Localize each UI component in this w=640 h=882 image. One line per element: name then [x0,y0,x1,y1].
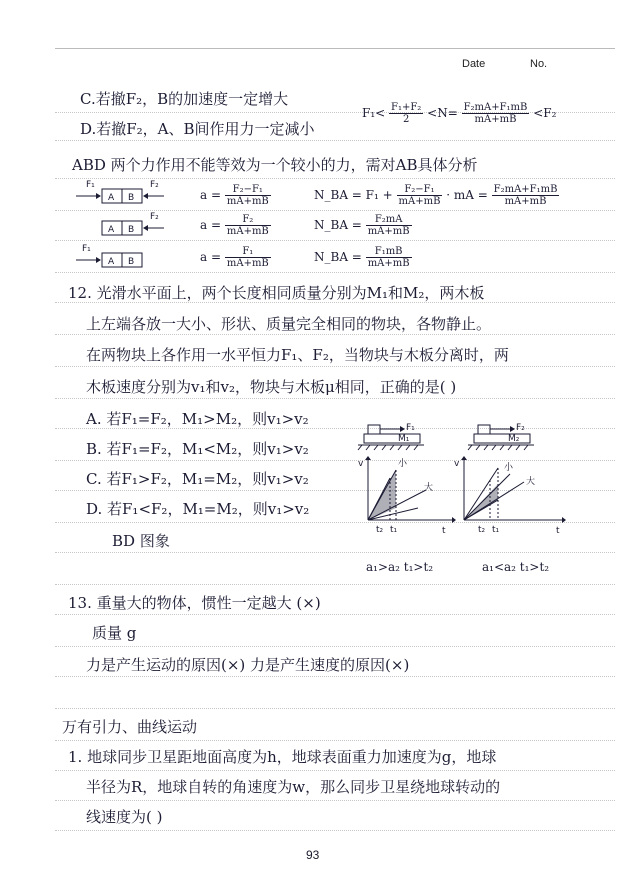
abd-analysis: ABD 两个力作用不能等效为一个较小的力，需对AB具体分析 [72,156,478,174]
q12-option-c: C. 若F₁>F₂，M₁=M₂，则v₁>v₂ [86,470,309,488]
block-a-label: A [108,193,115,203]
board-f2-label: F₂ [516,423,525,433]
plot1-t2-label: t₂ [376,525,384,535]
header-rule [55,48,615,49]
option-c-text: C.若撤F₂，B的加速度一定增大 [80,90,289,108]
svg-text:B: B [128,257,135,267]
block-b-label: B [128,193,135,203]
option-d-text: D.若撤F₂，A、B间作用力一定减小 [80,120,315,138]
plot2-t-label: t [556,526,560,536]
q1-line2: 半径为R，地球自转的角速度为w，那么同步卫星绕地球转动的 [86,778,501,796]
q12-line2: 上左端各放一大小、形状、质量完全相同的物块，各物静止。 [86,315,492,333]
svg-text:A: A [108,225,115,235]
page-number: 93 [306,848,320,862]
plot2-t2-label: t₂ [478,525,486,535]
q12-line4: 木板速度分别为v₁和v₂，物块与木板μ相同，正确的是( ) [86,378,457,396]
case3-diagram [74,242,170,276]
no-label: No. [530,58,548,70]
plot2-t1-label: t₁ [492,525,500,535]
board-m1-label: M₁ [398,434,410,444]
case1-normal-force: N_BA = F₁ + $\frac{\text{F₂−F₁}}{mA+mB}$ · mA = $\frac{\text{F₂mA+F₁mB}}{mA+mB}$ [314,184,558,207]
section-title: 万有引力、曲线运动 [62,718,198,736]
board-diagram-left [356,420,426,456]
q12-line3: 在两物块上各作用一水平恒力F₁、F₂，当物块与木板分离时，两 [86,346,509,364]
q12-option-a: A. 若F₁=F₂，M₁>M₂，则v₁>v₂ [86,410,309,428]
case1-diagram [74,178,170,212]
case1-f2-label: F₂ [150,180,159,190]
range-inequality: F₁< $\frac{\text{F₁+F₂}}{2}$ <N= $\frac{\text{F₂mA+F₁mB}}{mA+mB}$ <F₂ [362,102,557,125]
plot-left-caption: a₁>a₂ t₁>t₂ [366,560,434,574]
q1-line3: 线速度为( ) [86,808,163,826]
q13-line1: 13. 重量大的物体，惯性一定越大 (×) [68,594,321,612]
case3-f1-label: F₁ [82,244,91,254]
q13-line3: 力是产生运动的原因(×) 力是产生速度的原因(×) [86,656,410,674]
q12-answer: BD 图象 [112,532,170,550]
board-diagram-right [466,420,536,456]
plot1-big-label: 大 [424,483,434,493]
svg-text:A: A [108,257,115,267]
plot-right-caption: a₁<a₂ t₁>t₂ [482,560,550,574]
svg-text:B: B [128,225,135,235]
vt-plot-right [452,456,572,540]
case1-acceleration: a = $\frac{\text{F₂−F₁}}{mA+mB}$ [200,184,269,207]
plot1-t-label: t [442,526,446,536]
board-m2-label: M₂ [508,434,520,444]
plot1-t1-label: t₁ [390,525,398,535]
board-f1-label: F₁ [406,423,415,433]
plot2-big-label: 大 [526,477,536,487]
case2-acceleration: a = $\frac{\text{F₂}}{mA+mB}$ [200,214,269,237]
vt-plot-left [356,456,456,540]
plot2-small-label: 小 [504,463,514,473]
case1-f1-label: F₁ [86,180,95,190]
case2-f2-label: F₂ [150,212,159,222]
date-label: Date [462,58,486,70]
q13-line2: 质量 g [92,624,137,642]
plot2-v-label: v [454,459,460,469]
q12-line1: 12. 光滑水平面上，两个长度相同质量分别为M₁和M₂，两木板 [68,284,485,302]
plot1-small-label: 小 [398,459,408,469]
q1-line1: 1. 地球同步卫星距地面高度为h，地球表面重力加速度为g，地球 [68,748,497,766]
case2-diagram [74,210,170,244]
plot1-v-label: v [358,459,364,469]
case3-acceleration: a = $\frac{\text{F₁}}{mA+mB}$ [200,246,269,269]
case2-normal-force: N_BA = $\frac{\text{F₂mA}}{mA+mB}$ [314,214,410,237]
q12-option-d: D. 若F₁<F₂，M₁=M₂，则v₁>v₂ [86,500,310,518]
q12-option-b: B. 若F₁=F₂，M₁<M₂，则v₁>v₂ [86,440,309,458]
case3-normal-force: N_BA = $\frac{\text{F₁mB}}{mA+mB}$ [314,246,410,269]
